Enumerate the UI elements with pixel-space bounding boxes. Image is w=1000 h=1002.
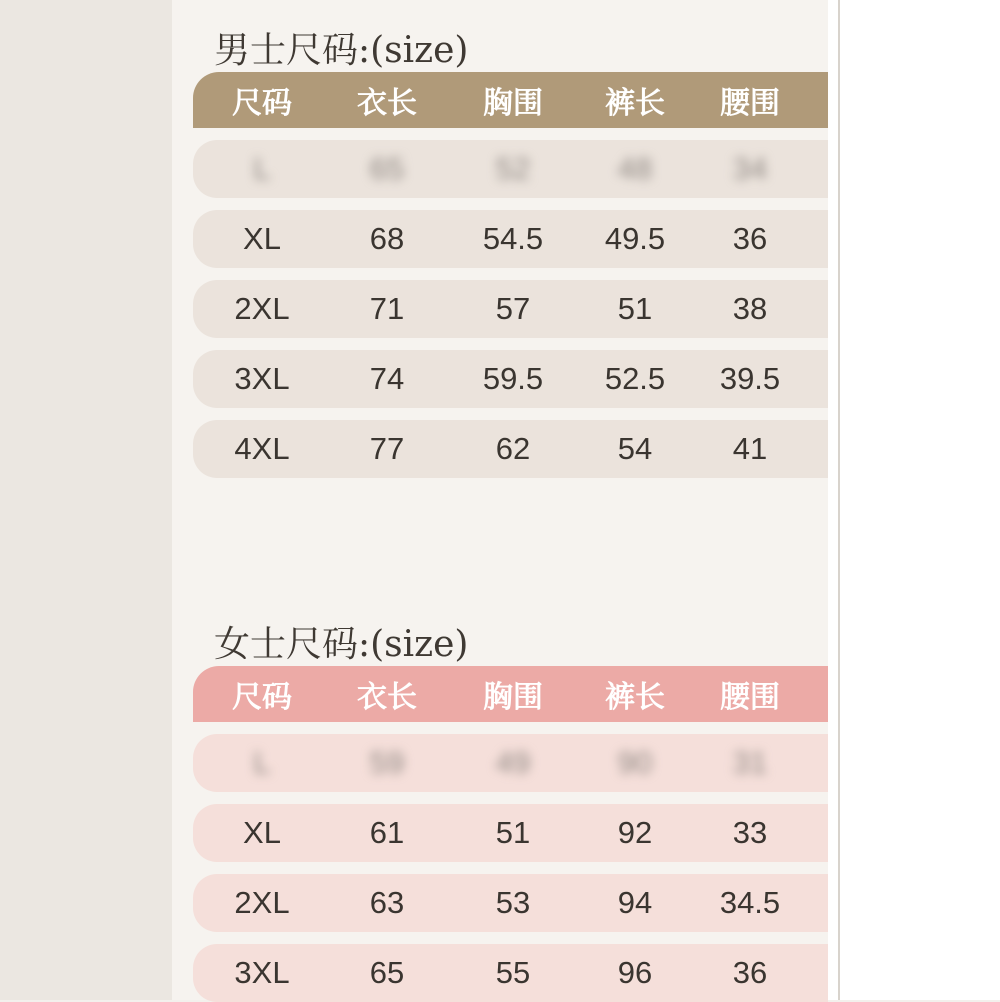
cell-waist: 39.5 <box>719 361 781 396</box>
table-row <box>193 944 828 1002</box>
cell-length: 68 <box>369 221 405 256</box>
cell-length: 74 <box>369 361 405 396</box>
cell-chest: 55 <box>495 955 531 990</box>
cell-length: 61 <box>369 815 405 850</box>
cell-pants-length: 52.5 <box>604 361 666 396</box>
header-pants-length: 裤长 <box>605 680 665 715</box>
cell-waist: 36 <box>732 221 768 256</box>
table-row <box>193 210 828 268</box>
cell-chest: 57 <box>495 291 531 326</box>
cell-length: 59 <box>369 745 405 780</box>
women-table-header <box>193 666 828 722</box>
cell-size: XL <box>243 815 281 850</box>
header-pants-length: 裤长 <box>605 86 665 121</box>
cell-chest: 51 <box>495 815 531 850</box>
cell-size: XL <box>243 221 281 256</box>
cell-size: 3XL <box>234 955 290 990</box>
table-row <box>193 804 828 862</box>
header-length: 衣长 <box>357 86 417 121</box>
cell-size: L <box>253 745 271 780</box>
men-table-header <box>193 72 828 128</box>
cell-waist: 41 <box>732 431 768 466</box>
cell-length: 65 <box>369 955 405 990</box>
header-waist: 腰围 <box>720 680 780 715</box>
cell-pants-length: 49.5 <box>604 221 666 256</box>
cell-pants-length: 51 <box>617 291 653 326</box>
cell-waist: 33 <box>732 815 768 850</box>
header-chest: 胸围 <box>483 680 543 715</box>
cell-chest: 59.5 <box>482 361 544 396</box>
table-row <box>193 874 828 932</box>
table-row-blurred <box>193 140 828 198</box>
cell-size: 4XL <box>234 431 290 466</box>
cell-length: 63 <box>369 885 405 920</box>
header-chest: 胸围 <box>483 86 543 121</box>
left-background-strip <box>0 0 172 1000</box>
cell-pants-length: 48 <box>617 151 653 186</box>
cell-length: 77 <box>369 431 405 466</box>
cell-size: 2XL <box>234 291 290 326</box>
cell-length: 65 <box>369 151 405 186</box>
cell-pants-length: 54 <box>617 431 653 466</box>
cell-size: L <box>253 151 271 186</box>
right-background-strip <box>828 0 1000 1000</box>
header-size: 尺码 <box>232 680 292 715</box>
cell-pants-length: 96 <box>617 955 653 990</box>
cell-chest: 52 <box>495 151 531 186</box>
cell-waist: 34.5 <box>719 885 781 920</box>
cell-pants-length: 92 <box>617 815 653 850</box>
cell-waist: 36 <box>732 955 768 990</box>
header-waist: 腰围 <box>720 86 780 121</box>
cell-chest: 53 <box>495 885 531 920</box>
cell-waist: 38 <box>732 291 768 326</box>
cell-size: 2XL <box>234 885 290 920</box>
header-length: 衣长 <box>357 680 417 715</box>
women-size-title: 女士尺码:(size) <box>214 624 469 665</box>
cell-waist: 31 <box>732 745 768 780</box>
cell-pants-length: 90 <box>617 745 653 780</box>
table-row <box>193 350 828 408</box>
cell-length: 71 <box>369 291 405 326</box>
table-row <box>193 420 828 478</box>
cell-chest: 62 <box>495 431 531 466</box>
right-divider-line <box>838 0 840 1000</box>
cell-waist: 34 <box>732 151 768 186</box>
cell-size: 3XL <box>234 361 290 396</box>
women-size-table <box>193 666 828 1002</box>
table-row <box>193 280 828 338</box>
cell-chest: 54.5 <box>482 221 544 256</box>
cell-chest: 49 <box>495 745 531 780</box>
men-size-table <box>193 72 828 478</box>
cell-pants-length: 94 <box>617 885 653 920</box>
men-size-title: 男士尺码:(size) <box>214 30 469 71</box>
header-size: 尺码 <box>232 86 292 121</box>
table-row-blurred <box>193 734 828 792</box>
